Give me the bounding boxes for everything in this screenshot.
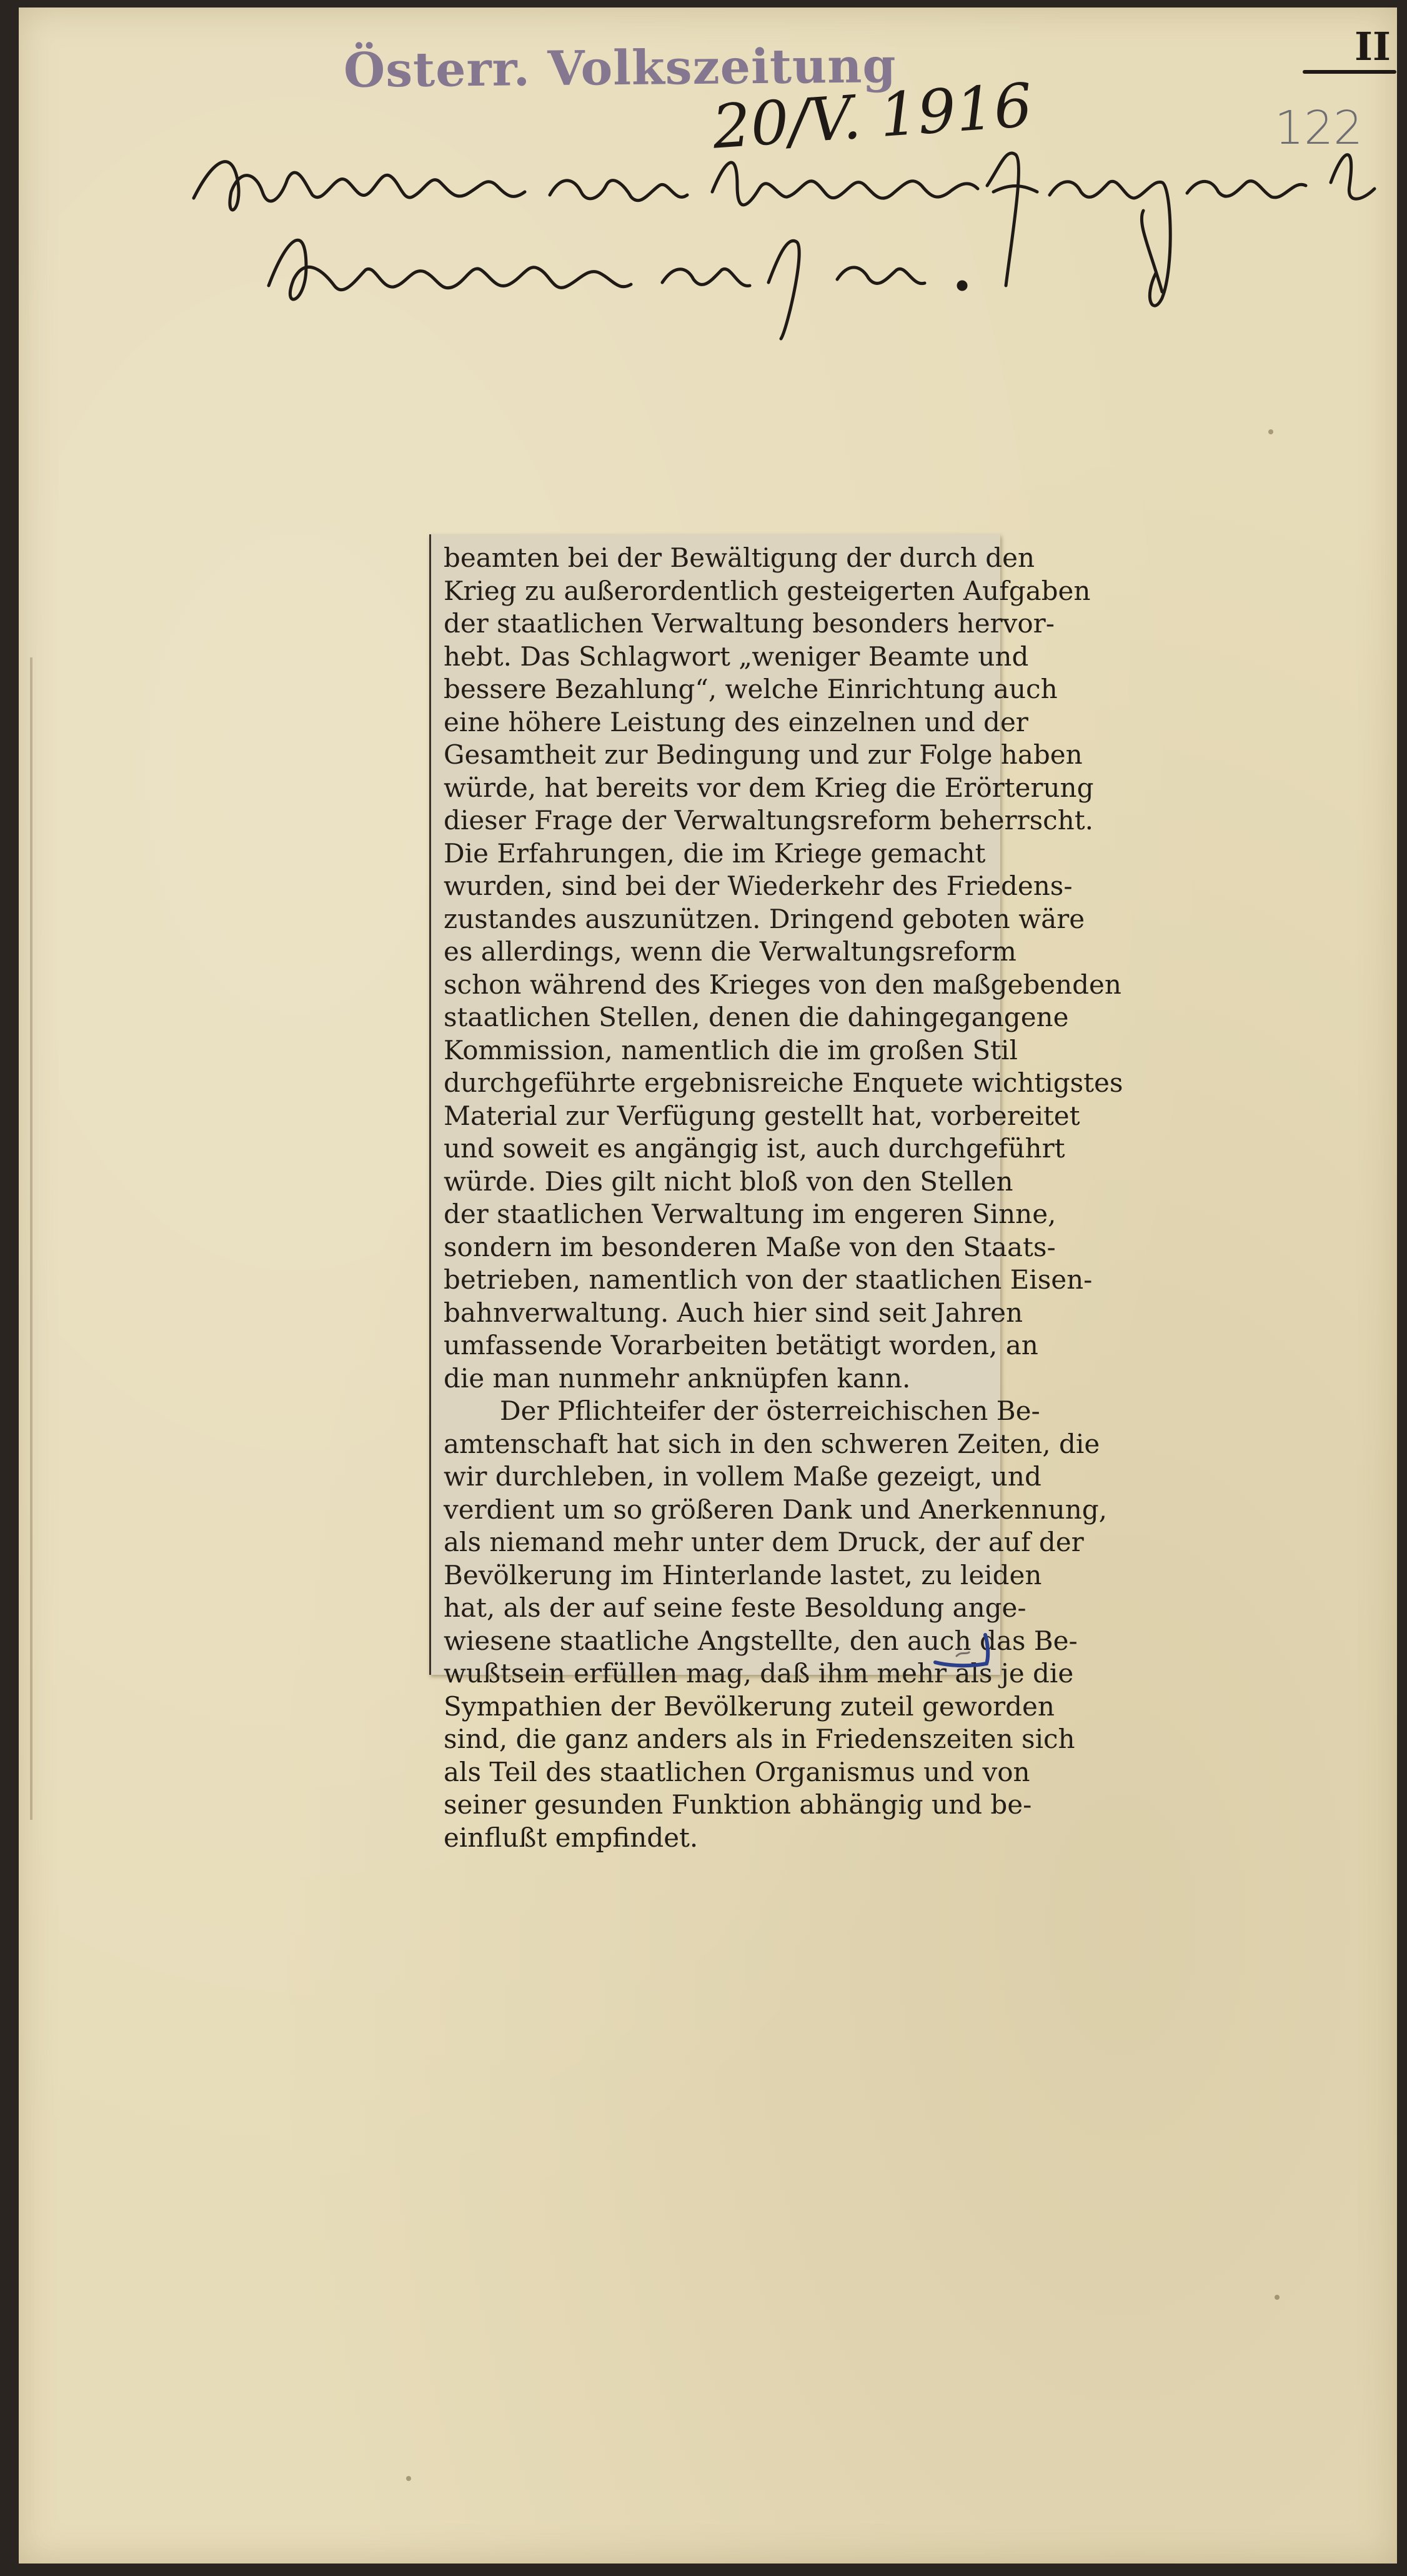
clipping-line: bahnverwaltung. Auch hier sind seit Jahren bbox=[444, 1297, 1023, 1328]
clipping-line: verdient um so größeren Dank und Anerkennung, bbox=[444, 1494, 1107, 1525]
clipping-line: durchgeführte ergebnisreiche Enquete wichtigstes bbox=[444, 1067, 1123, 1098]
clipping-line: wir durchleben, in vollem Maße gezeigt, und bbox=[444, 1461, 1042, 1492]
archive-sheet bbox=[19, 7, 1397, 2564]
clipping-line: Kommission, namentlich die im großen Stil bbox=[444, 1034, 1018, 1066]
clipping-line: wiesene staatliche Angstellte, den auch das Be- bbox=[444, 1625, 1078, 1656]
clipping-line: der staatlichen Verwaltung im engeren Sinne, bbox=[444, 1199, 1056, 1229]
clipping-line: umfassende Vorarbeiten betätigt worden, an bbox=[444, 1330, 1038, 1360]
paper-speck bbox=[1268, 429, 1273, 434]
clipping-line: Material zur Verfügung gestellt hat, vorbereitet bbox=[444, 1100, 1080, 1131]
newspaper-source-stamp: Österr. Volkszeitung bbox=[343, 37, 897, 98]
clipping-line: bessere Bezahlung“, welche Einrichtung auch bbox=[444, 674, 1058, 704]
clipping-line: würde, hat bereits vor dem Krieg die Erörterung bbox=[444, 772, 1094, 803]
clipping-line: sind, die ganz anders als in Friedenszeiten sich bbox=[444, 1724, 1075, 1754]
newspaper-clipping bbox=[429, 534, 1123, 1853]
clipping-line: Der Pflichteifer der österreichischen Be- bbox=[500, 1395, 1040, 1426]
clipping-line: wußtsein erfüllen mag, daß ihm mehr als je die bbox=[444, 1658, 1074, 1689]
paper-speck bbox=[1275, 2295, 1280, 2300]
clipping-line: hat, als der auf seine feste Besoldung ange- bbox=[444, 1592, 1027, 1623]
clipping-line: zustandes auszunützen. Dringend geboten wäre bbox=[444, 903, 1085, 934]
clipping-line: dieser Frage der Verwaltungsreform beherrscht. bbox=[444, 805, 1093, 836]
clipping-line: die man nunmehr anknüpfen kann. bbox=[444, 1362, 911, 1394]
clipping-line: es allerdings, wenn die Verwaltungsreform bbox=[444, 936, 1017, 967]
clipping-line: Bevölkerung im Hinterlande lastet, zu leiden bbox=[444, 1559, 1042, 1590]
clipping-line: seiner gesunden Funktion abhängig und be- bbox=[444, 1789, 1032, 1820]
clipping-line: der staatlichen Verwaltung besonders hervor- bbox=[444, 608, 1055, 639]
clipping-line: hebt. Das Schlagwort „weniger Beamte und bbox=[444, 641, 1029, 672]
clipping-line: Krieg zu außerordentlich gesteigerten Aufgaben bbox=[444, 575, 1091, 606]
clipping-text bbox=[444, 542, 1123, 1854]
clipping-line: als niemand mehr unter dem Druck, der auf der bbox=[444, 1527, 1084, 1557]
clipping-line: Die Erfahrungen, die im Kriege gemacht bbox=[444, 837, 986, 869]
blue-pencil-mark bbox=[932, 1631, 994, 1670]
corner-roman-numeral: II bbox=[1355, 24, 1391, 69]
clipping-line: Sympathien der Bevölkerung zuteil geworden bbox=[444, 1690, 1055, 1722]
clipping-line: sondern im besonderen Maße von den Staats- bbox=[444, 1231, 1056, 1262]
clipping-line: Gesamtheit zur Bedingung und zur Folge haben bbox=[444, 739, 1083, 770]
clipping-line: amtenschaft hat sich in den schweren Zeiten, die bbox=[444, 1428, 1100, 1459]
clipping-line: staatlichen Stellen, denen die dahingegangene bbox=[444, 1002, 1069, 1032]
clipping-line: schon während des Krieges von den maßgebenden bbox=[444, 969, 1121, 1000]
archive-number: 122 bbox=[1275, 101, 1363, 155]
clipping-line: beamten bei der Bewältigung der durch den bbox=[444, 542, 1035, 573]
handwritten-heading bbox=[187, 123, 1387, 348]
clipping-line: wurden, sind bei der Wiederkehr des Friedens- bbox=[444, 871, 1073, 901]
clipping-line: einflußt empfindet. bbox=[444, 1822, 699, 1853]
handwritten-date: 20/V. 1916 bbox=[710, 70, 1035, 162]
clipping-line: würde. Dies gilt nicht bloß von den Stellen bbox=[444, 1166, 1013, 1197]
paper-speck bbox=[406, 2476, 411, 2481]
corner-rule bbox=[1303, 70, 1396, 74]
clipping-line: und soweit es angängig ist, auch durchgeführt bbox=[444, 1133, 1065, 1164]
clipping-line: als Teil des staatlichen Organismus und von bbox=[444, 1756, 1030, 1787]
clipping-line: betrieben, namentlich von der staatlichen Eisen- bbox=[444, 1264, 1093, 1295]
paper-edge-shadow bbox=[30, 657, 32, 1820]
clipping-line: eine höhere Leistung des einzelnen und der bbox=[444, 706, 1028, 737]
